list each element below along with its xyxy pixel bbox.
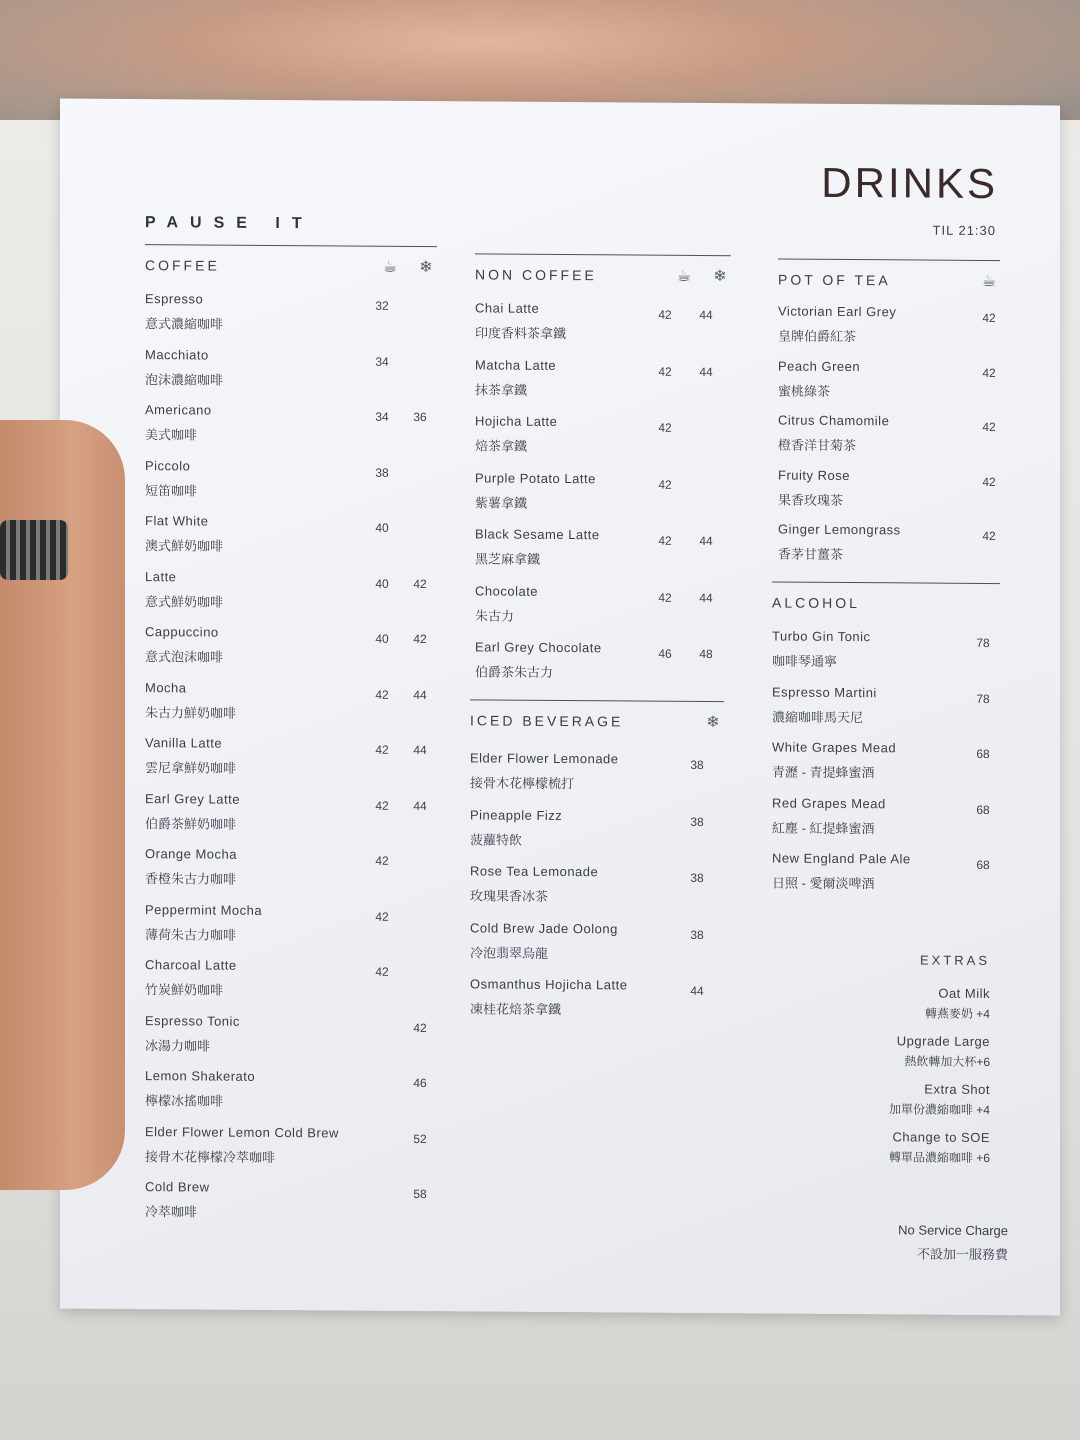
menu-item	[778, 304, 1000, 360]
price-iced: 44	[413, 687, 427, 702]
price-hot: 42	[375, 964, 389, 979]
item-name-en: Black Sesame Latte	[475, 526, 600, 543]
menu-item	[145, 291, 437, 349]
item-name-zh: 抹茶拿鐵	[475, 381, 528, 398]
menu-item	[470, 807, 724, 865]
extra-item	[690, 1080, 990, 1118]
menu-item	[475, 639, 731, 697]
price-hot: 34	[375, 409, 389, 424]
item-name-zh: 冷泡翡翠烏龍	[470, 944, 549, 961]
item-name-en: Cold Brew Jade Oolong	[470, 919, 618, 936]
item-name-zh: 短笛咖啡	[145, 482, 198, 498]
menu-item	[772, 795, 1000, 852]
item-name-zh: 凍桂花焙茶拿鐵	[470, 1001, 562, 1018]
menu-item	[145, 458, 437, 516]
menu-item	[145, 1068, 437, 1126]
item-name-en: Orange Mocha	[145, 846, 237, 862]
menu-item	[778, 413, 1000, 469]
price-iced: 42	[982, 365, 996, 380]
menu-item	[145, 1124, 437, 1182]
item-name-zh: 黑芝麻拿鐵	[475, 551, 541, 567]
item-name-en: Matcha Latte	[475, 356, 557, 373]
coffee-section	[145, 244, 437, 1237]
extra-item	[690, 1032, 990, 1070]
menu-item	[778, 358, 1000, 414]
extra-item	[690, 1128, 990, 1166]
menu-item	[772, 628, 1000, 685]
item-name-en: Earl Grey Chocolate	[475, 639, 602, 656]
item-name-en: Citrus Chamomile	[778, 412, 890, 429]
price-iced: 44	[699, 590, 713, 605]
item-name-en: Hojicha Latte	[475, 413, 558, 429]
extra-en: Oat Milk	[938, 985, 990, 1002]
item-name-zh: 朱古力	[475, 607, 515, 624]
item-name-en: Latte	[145, 568, 177, 584]
service-charge-zh: 不設加一服務費	[916, 1246, 1008, 1263]
item-name-en: Victorian Earl Grey	[778, 303, 897, 320]
extra-zh: 加單份濃縮咖啡 +4	[888, 1102, 990, 1118]
item-name-zh: 伯爵茶朱古力	[475, 664, 554, 680]
item-name-en: Vanilla Latte	[145, 735, 223, 751]
menu-title: DRINKS	[821, 158, 998, 208]
item-name-en: Cold Brew	[145, 1179, 210, 1195]
price-hot: 42	[658, 590, 672, 605]
item-name-en: Charcoal Latte	[145, 957, 237, 973]
menu-item	[772, 850, 1000, 907]
price-hot: 42	[658, 420, 672, 435]
price-hot: 42	[375, 909, 389, 924]
item-name-en: Flat White	[145, 513, 209, 529]
menu-item	[145, 513, 437, 571]
item-name-en: Cappuccino	[145, 624, 219, 640]
item-name-en: Rose Tea Lemonade	[470, 863, 599, 880]
menu-item	[145, 1013, 437, 1071]
item-name-en: Espresso Tonic	[145, 1012, 240, 1029]
menu-item	[778, 522, 1000, 578]
menu-item	[470, 920, 724, 978]
item-name-en: Chai Latte	[475, 300, 540, 316]
item-name-en: Osmanthus Hojicha Latte	[470, 976, 628, 993]
brand-name: PAUSE IT	[145, 214, 314, 233]
item-name-en: Purple Potato Latte	[475, 469, 596, 486]
item-name-zh: 紫薯拿鐵	[475, 494, 528, 511]
item-name-zh: 日照 - 愛爾淡啤酒	[772, 875, 875, 892]
item-name-zh: 接骨木花檸檬冷萃咖啡	[145, 1148, 276, 1165]
item-name-zh: 玫瑰果香冰茶	[470, 888, 549, 904]
price-hot: 40	[375, 631, 389, 646]
item-name-zh: 青瀝 - 青提蜂蜜酒	[772, 764, 875, 781]
item-name-zh: 薄荷朱古力咖啡	[145, 926, 237, 943]
price-iced: 52	[413, 1131, 427, 1146]
item-name-en: Ginger Lemongrass	[778, 521, 901, 538]
menu-item	[145, 791, 437, 849]
item-name-zh: 印度香料茶拿鐵	[475, 325, 567, 342]
item-name-zh: 雲尼拿鮮奶咖啡	[145, 760, 237, 776]
menu-item	[475, 583, 731, 641]
iced-title: ICED BEVERAGE	[470, 712, 624, 730]
menu-item	[470, 976, 724, 1034]
item-name-en: Lemon Shakerato	[145, 1068, 256, 1084]
price-hot: 40	[375, 576, 389, 591]
item-name-en: Pineapple Fizz	[470, 806, 563, 823]
price-iced: 68	[976, 802, 990, 817]
item-name-en: Peach Green	[778, 358, 861, 374]
snowflake-icon: ❄	[713, 268, 727, 286]
menu-item	[470, 863, 724, 921]
item-name-zh: 咖啡琴通寧	[772, 653, 838, 669]
alcohol-title: ALCOHOL	[772, 594, 860, 612]
price-iced: 48	[699, 646, 713, 662]
snowflake-icon: ❄	[706, 714, 720, 732]
price-iced: 44	[413, 798, 427, 813]
item-name-zh: 意式鮮奶咖啡	[145, 593, 224, 610]
item-name-zh: 澳式鮮奶咖啡	[145, 538, 224, 554]
snowflake-icon: ❄	[419, 259, 433, 277]
price-hot: 40	[375, 520, 389, 535]
alcohol-section	[772, 581, 1000, 907]
menu-item	[145, 347, 437, 405]
price-iced: 42	[982, 528, 996, 544]
price-hot: 46	[658, 646, 672, 661]
item-name-en: Elder Flower Lemon Cold Brew	[145, 1123, 339, 1140]
menu-item	[145, 680, 437, 738]
price-iced: 42	[413, 576, 427, 591]
menu-item	[470, 750, 724, 808]
menu-item	[778, 467, 1000, 523]
menu-item	[772, 739, 1000, 796]
item-name-zh: 蜜桃綠茶	[778, 383, 831, 399]
service-charge-note	[898, 1222, 1008, 1263]
price-hot: 42	[658, 364, 672, 379]
item-name-zh: 香橙朱古力咖啡	[145, 871, 237, 887]
noncoffee-title: NON COFFEE	[475, 266, 597, 284]
price-hot: 42	[658, 533, 672, 548]
item-name-zh: 伯爵茶鮮奶咖啡	[145, 815, 237, 832]
extra-zh: 轉燕麥奶 +4	[924, 1006, 990, 1022]
menu-item	[145, 902, 437, 960]
item-name-en: Espresso Martini	[772, 683, 877, 700]
item-name-zh: 意式濃縮咖啡	[145, 316, 224, 332]
item-name-en: Earl Grey Latte	[145, 790, 240, 807]
item-name-zh: 美式咖啡	[145, 427, 198, 443]
item-name-en: Americano	[145, 402, 212, 418]
extras-section	[690, 951, 990, 1178]
extra-item	[690, 984, 990, 1022]
price-hot: 32	[375, 298, 389, 313]
item-name-zh: 焙茶拿鐵	[475, 438, 528, 454]
price-hot: 38	[375, 465, 389, 480]
price-iced: 42	[413, 631, 427, 647]
price-iced: 42	[982, 474, 996, 489]
item-name-en: New England Pale Ale	[772, 850, 911, 867]
extra-en: Change to SOE	[892, 1129, 990, 1146]
extras-title: EXTRAS	[919, 952, 990, 969]
price-iced: 42	[413, 1020, 427, 1035]
item-name-en: Turbo Gin Tonic	[772, 628, 871, 645]
price-iced: 38	[690, 814, 704, 829]
price-iced: 44	[699, 307, 713, 323]
price-iced: 68	[976, 857, 990, 872]
extra-zh: 轉單品濃縮咖啡 +6	[888, 1150, 990, 1166]
price-hot: 34	[375, 354, 389, 369]
ring	[0, 520, 68, 580]
menu-item	[475, 357, 731, 415]
price-iced: 44	[413, 742, 427, 758]
price-hot: 42	[375, 798, 389, 813]
price-iced: 58	[413, 1186, 427, 1202]
item-name-zh: 紅塵 - 紅提蜂蜜酒	[772, 819, 875, 836]
item-name-zh: 朱古力鮮奶咖啡	[145, 704, 237, 721]
item-name-zh: 竹炭鮮奶咖啡	[145, 982, 224, 998]
price-hot: 42	[658, 477, 672, 492]
menu-item	[145, 846, 437, 904]
item-name-zh: 濃縮咖啡馬天尼	[772, 708, 864, 725]
price-hot: 42	[375, 742, 389, 757]
price-iced: 42	[982, 419, 996, 435]
item-name-zh: 菠蘿特飲	[470, 831, 523, 848]
price-iced: 44	[690, 983, 704, 999]
price-iced: 42	[982, 310, 996, 326]
price-hot: 42	[375, 687, 389, 702]
menu-item	[145, 402, 437, 460]
price-iced: 38	[690, 870, 704, 886]
item-name-en: Elder Flower Lemonade	[470, 750, 619, 767]
price-hot: 42	[375, 853, 389, 868]
item-name-zh: 意式泡沫咖啡	[145, 649, 224, 665]
item-name-en: Piccolo	[145, 457, 191, 473]
tea-title: POT OF TEA	[778, 271, 891, 289]
item-name-en: Peppermint Mocha	[145, 901, 263, 918]
item-name-zh: 接骨木花檸檬梳打	[470, 775, 575, 792]
price-iced: 44	[699, 364, 713, 379]
menu-item	[475, 413, 731, 471]
price-iced: 78	[976, 635, 990, 650]
hot-cup-icon: ☕	[981, 272, 997, 291]
menu-item	[475, 470, 731, 528]
item-name-zh: 香茅甘薑茶	[778, 546, 844, 562]
item-name-en: White Grapes Mead	[772, 739, 897, 756]
menu-sheet	[60, 99, 1060, 1316]
menu-item	[475, 526, 731, 584]
noncoffee-section	[475, 253, 731, 697]
item-name-en: Fruity Rose	[778, 467, 850, 483]
item-name-zh: 冰湯力咖啡	[145, 1037, 211, 1054]
extra-en: Upgrade Large	[896, 1033, 990, 1050]
menu-item	[145, 624, 437, 682]
menu-item	[145, 735, 437, 793]
item-name-zh: 泡沫濃縮咖啡	[145, 371, 224, 388]
menu-item	[145, 569, 437, 627]
menu-item	[145, 957, 437, 1015]
item-name-zh: 檸檬冰搖咖啡	[145, 1093, 224, 1109]
hot-cup-icon: ☕	[676, 267, 692, 285]
extra-en: Extra Shot	[924, 1081, 990, 1098]
item-name-zh: 果香玫瑰茶	[778, 492, 844, 508]
menu-item	[145, 1179, 437, 1237]
item-name-en: Chocolate	[475, 582, 539, 599]
hot-cup-icon: ☕	[382, 258, 398, 276]
menu-item	[475, 300, 731, 358]
price-iced: 46	[413, 1075, 427, 1091]
opening-hours: TIL 21:30	[932, 222, 996, 239]
price-iced: 36	[413, 409, 427, 425]
service-charge-en: No Service Charge	[898, 1222, 1008, 1239]
iced-section	[470, 699, 724, 1034]
price-iced: 38	[690, 927, 704, 942]
price-iced: 68	[976, 746, 990, 761]
price-iced: 78	[976, 691, 990, 706]
menu-item	[772, 684, 1000, 741]
item-name-en: Mocha	[145, 679, 187, 695]
price-iced: 38	[690, 757, 704, 773]
item-name-zh: 冷萃咖啡	[145, 1204, 198, 1220]
price-hot: 42	[658, 307, 672, 322]
extra-zh: 熱飲轉加大杯+6	[904, 1054, 990, 1070]
item-name-en: Macchiato	[145, 346, 209, 363]
item-name-zh: 橙香洋甘菊茶	[778, 437, 857, 454]
price-iced: 44	[699, 533, 713, 549]
item-name-en: Red Grapes Mead	[772, 794, 886, 811]
coffee-title: COFFEE	[145, 257, 220, 274]
item-name-en: Espresso	[145, 291, 204, 307]
item-name-zh: 皇牌伯爵紅茶	[778, 328, 857, 345]
tea-section	[778, 259, 1000, 578]
